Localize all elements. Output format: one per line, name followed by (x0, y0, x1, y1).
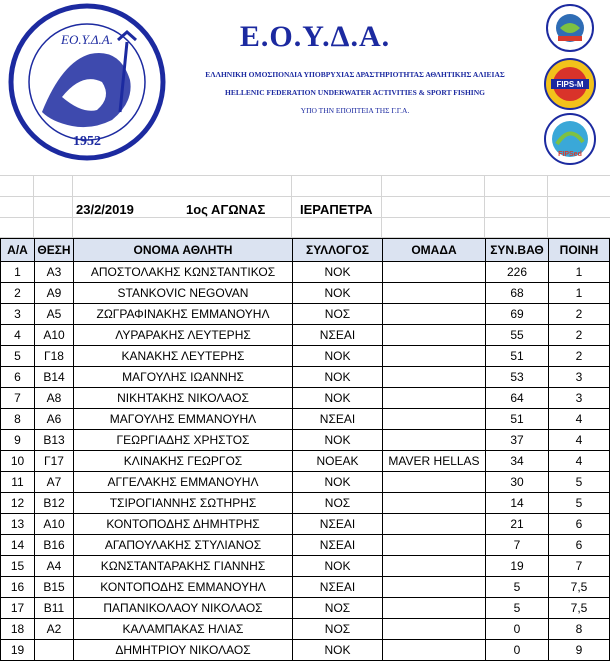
table-row (1, 262, 610, 283)
cell-total-score[interactable]: 55 (486, 325, 549, 346)
col-header-position[interactable]: ΘΕΣΗ (35, 239, 74, 262)
cell-athlete-name[interactable]: ΝΙΚΗΤΑΚΗΣ ΝΙΚΟΛΑΟΣ (74, 388, 293, 409)
cell-club[interactable]: ΝΣΕΑΙ (293, 535, 383, 556)
table-row (1, 577, 610, 598)
cell-position[interactable]: Β11 (35, 598, 74, 619)
cell-total-score[interactable]: 19 (486, 556, 549, 577)
cell-total-score[interactable]: 64 (486, 388, 549, 409)
col-header-club[interactable]: ΣΥΛΛΟΓΟΣ (293, 239, 383, 262)
col-header-athlete-name[interactable]: ΟΝΟΜΑ ΑΘΛΗΤΗ (74, 239, 293, 262)
cell-index[interactable]: 1 (1, 262, 35, 283)
cell-index[interactable]: 6 (1, 367, 35, 388)
cell-index[interactable]: 19 (1, 640, 35, 661)
cell-club[interactable]: ΝΟΣ (293, 304, 383, 325)
cell-penalty[interactable]: 1 (549, 262, 610, 283)
cell-team[interactable] (383, 577, 486, 598)
col-header-index[interactable]: Α/Α (1, 239, 35, 262)
cell-penalty[interactable]: 7 (549, 556, 610, 577)
cell-index[interactable]: 13 (1, 514, 35, 535)
cell-club[interactable]: ΝΟΚ (293, 556, 383, 577)
cell-index[interactable]: 8 (1, 409, 35, 430)
cell-athlete-name[interactable]: ΔΗΜΗΤΡΙΟΥ ΝΙΚΟΛΑΟΣ (74, 640, 293, 661)
federation-seal-logo (2, 2, 172, 162)
cell-athlete-name[interactable]: ΑΓΓΕΛΑΚΗΣ ΕΜΜΑΝΟΥΗΛ (74, 472, 293, 493)
table-row (1, 430, 610, 451)
cell-club[interactable]: ΝΟΣ (293, 619, 383, 640)
cell-team[interactable] (383, 430, 486, 451)
cell-penalty[interactable]: 2 (549, 346, 610, 367)
cell-penalty[interactable]: 5 (549, 472, 610, 493)
table-row (1, 619, 610, 640)
cell-position[interactable]: Β13 (35, 430, 74, 451)
cell-athlete-name[interactable]: ΚΑΝΑΚΗΣ ΛΕΥΤΕΡΗΣ (74, 346, 293, 367)
international-federation-badge (543, 3, 597, 53)
cell-team[interactable]: MAVER HELLAS (383, 451, 486, 472)
cell-club[interactable]: ΝΟΚ (293, 388, 383, 409)
cell-team[interactable] (383, 598, 486, 619)
cell-athlete-name[interactable]: ΜΑΓΟΥΛΗΣ ΕΜΜΑΝΟΥΗΛ (74, 409, 293, 430)
table-row (1, 409, 610, 430)
cell-penalty[interactable]: 4 (549, 430, 610, 451)
cell-athlete-name[interactable]: ΑΠΟΣΤΟΛΑΚΗΣ ΚΩΝΣΤΑΝΤΙΚΟΣ (74, 262, 293, 283)
cell-club[interactable]: ΝΟΚ (293, 472, 383, 493)
cell-position[interactable]: Α7 (35, 472, 74, 493)
cell-penalty[interactable]: 4 (549, 409, 610, 430)
cell-penalty[interactable]: 6 (549, 514, 610, 535)
cell-penalty[interactable]: 3 (549, 367, 610, 388)
cell-team[interactable] (383, 304, 486, 325)
cell-team[interactable] (383, 346, 486, 367)
cell-team[interactable] (383, 535, 486, 556)
cell-athlete-name[interactable]: ΤΣΙΡΟΓΙΑΝΝΗΣ ΣΩΤΗΡΗΣ (74, 493, 293, 514)
cell-position[interactable]: Α4 (35, 556, 74, 577)
fips-m-badge (543, 57, 597, 111)
cell-penalty[interactable]: 2 (549, 325, 610, 346)
cell-club[interactable]: ΝΟΚ (293, 640, 383, 661)
results-body (1, 262, 610, 661)
cell-position[interactable] (35, 640, 74, 661)
cell-team[interactable] (383, 262, 486, 283)
cell-athlete-name[interactable]: ΓΕΩΡΓΙΑΔΗΣ ΧΡΗΣΤΟΣ (74, 430, 293, 451)
federation-name-english: HELLENIC FEDERATION UNDERWATER ACTIVITIES & SPORT FISHING (225, 88, 485, 97)
table-row (1, 388, 610, 409)
cell-team[interactable] (383, 640, 486, 661)
supervision-note: ΥΠΟ ΤΗΝ ΕΠΟΠΤΕΙΑ ΤΗΣ Γ.Γ.Α. (300, 106, 410, 115)
cell-team[interactable] (383, 619, 486, 640)
cell-position[interactable]: Β16 (35, 535, 74, 556)
cell-position[interactable]: Α8 (35, 388, 74, 409)
cell-team[interactable] (383, 325, 486, 346)
cell-index[interactable]: 2 (1, 283, 35, 304)
cell-total-score[interactable]: 34 (486, 451, 549, 472)
cell-athlete-name[interactable]: STANKOVIC NEGOVAN (74, 283, 293, 304)
table-row (1, 598, 610, 619)
cell-penalty[interactable]: 5 (549, 493, 610, 514)
cell-total-score[interactable]: 21 (486, 514, 549, 535)
cell-penalty[interactable]: 6 (549, 535, 610, 556)
cell-index[interactable]: 14 (1, 535, 35, 556)
cell-club[interactable]: ΝΟΚ (293, 283, 383, 304)
cell-index[interactable]: 18 (1, 619, 35, 640)
cell-club[interactable]: ΝΣΕΑΙ (293, 577, 383, 598)
competition-date: 23/2/2019 (76, 202, 134, 217)
cell-club[interactable]: ΝΣΕΑΙ (293, 325, 383, 346)
table-row (1, 325, 610, 346)
cell-club[interactable]: ΝΣΕΑΙ (293, 409, 383, 430)
cell-club[interactable]: ΝΟΚ (293, 346, 383, 367)
cell-index[interactable]: 16 (1, 577, 35, 598)
cell-club[interactable]: ΝΟΕΑΚ (293, 451, 383, 472)
cell-position[interactable]: Α6 (35, 409, 74, 430)
cell-total-score[interactable]: 0 (486, 640, 549, 661)
table-row (1, 304, 610, 325)
cell-athlete-name[interactable]: ΚΩΝΣΤΑΝΤΑΡΑΚΗΣ ΓΙΑΝΝΗΣ (74, 556, 293, 577)
table-row (1, 493, 610, 514)
table-header-row (1, 239, 610, 262)
cell-athlete-name[interactable]: ΚΟΝΤΟΠΟΔΗΣ ΔΗΜΗΤΡΗΣ (74, 514, 293, 535)
cell-position[interactable]: Α9 (35, 283, 74, 304)
cell-position[interactable]: Β15 (35, 577, 74, 598)
fipsed-badge (543, 112, 597, 166)
cell-team[interactable] (383, 388, 486, 409)
table-row (1, 556, 610, 577)
cell-team[interactable] (383, 514, 486, 535)
cell-athlete-name[interactable]: ΚΟΝΤΟΠΟΔΗΣ ΕΜΜΑΝΟΥΗΛ (74, 577, 293, 598)
table-row (1, 346, 610, 367)
cell-index[interactable]: 10 (1, 451, 35, 472)
cell-team[interactable] (383, 556, 486, 577)
cell-total-score[interactable]: 51 (486, 409, 549, 430)
cell-total-score[interactable]: 5 (486, 598, 549, 619)
federation-header (0, 0, 610, 175)
cell-position[interactable]: Α5 (35, 304, 74, 325)
cell-total-score[interactable]: 0 (486, 619, 549, 640)
cell-athlete-name[interactable]: ΑΓΑΠΟΥΛΑΚΗΣ ΣΤΥΛΙΑΝΟΣ (74, 535, 293, 556)
cell-club[interactable]: ΝΟΚ (293, 430, 383, 451)
cell-index[interactable]: 7 (1, 388, 35, 409)
table-row (1, 283, 610, 304)
cell-athlete-name[interactable]: ΚΑΛΑΜΠΑΚΑΣ ΗΛΙΑΣ (74, 619, 293, 640)
cell-penalty[interactable]: 1 (549, 283, 610, 304)
federation-title: Ε.Ο.Υ.Δ.Α. (239, 20, 391, 53)
cell-total-score[interactable]: 5 (486, 577, 549, 598)
table-row (1, 640, 610, 661)
cell-team[interactable] (383, 409, 486, 430)
cell-index[interactable]: 17 (1, 598, 35, 619)
cell-total-score[interactable]: 37 (486, 430, 549, 451)
cell-total-score[interactable]: 68 (486, 283, 549, 304)
cell-club[interactable]: ΝΟΚ (293, 262, 383, 283)
cell-total-score[interactable]: 226 (486, 262, 549, 283)
cell-total-score[interactable]: 30 (486, 472, 549, 493)
results-table (0, 238, 610, 661)
seal-abbreviation: ΕΟ.Υ.Δ.Α. (61, 32, 113, 47)
cell-position[interactable]: Α3 (35, 262, 74, 283)
cell-penalty[interactable]: 7,5 (549, 598, 610, 619)
race-number: 1ος ΑΓΩΝΑΣ (186, 202, 266, 217)
cell-athlete-name[interactable]: ΖΩΓΡΑΦΙΝΑΚΗΣ ΕΜΜΑΝΟΥΗΛ (74, 304, 293, 325)
cell-athlete-name[interactable]: ΛΥΡΑΡΑΚΗΣ ΛΕΥΤΕΡΗΣ (74, 325, 293, 346)
cell-index[interactable]: 11 (1, 472, 35, 493)
cell-penalty[interactable]: 8 (549, 619, 610, 640)
cell-athlete-name[interactable]: ΜΑΓΟΥΛΗΣ ΙΩΑΝΝΗΣ (74, 367, 293, 388)
table-row (1, 451, 610, 472)
cell-total-score[interactable]: 69 (486, 304, 549, 325)
cell-position[interactable]: Α10 (35, 325, 74, 346)
cell-penalty[interactable]: 2 (549, 304, 610, 325)
cell-team[interactable] (383, 493, 486, 514)
table-row (1, 367, 610, 388)
cell-athlete-name[interactable]: ΠΑΠΑΝΙΚΟΛΑΟΥ ΝΙΚΟΛΑΟΣ (74, 598, 293, 619)
cell-club[interactable]: ΝΣΕΑΙ (293, 514, 383, 535)
col-header-penalty[interactable]: ΠΟΙΝΗ (549, 239, 610, 262)
cell-index[interactable]: 3 (1, 304, 35, 325)
cell-total-score[interactable]: 53 (486, 367, 549, 388)
cell-team[interactable] (383, 283, 486, 304)
cell-position[interactable]: Γ17 (35, 451, 74, 472)
cell-penalty[interactable]: 3 (549, 388, 610, 409)
cell-team[interactable] (383, 367, 486, 388)
cell-club[interactable]: ΝΟΣ (293, 598, 383, 619)
cell-index[interactable]: 9 (1, 430, 35, 451)
cell-total-score[interactable]: 7 (486, 535, 549, 556)
cell-index[interactable]: 5 (1, 346, 35, 367)
cell-penalty[interactable]: 9 (549, 640, 610, 661)
cell-club[interactable]: ΝΟΚ (293, 367, 383, 388)
cell-total-score[interactable]: 14 (486, 493, 549, 514)
cell-position[interactable]: Γ18 (35, 346, 74, 367)
col-header-total-score[interactable]: ΣΥΝ.ΒΑΘ (486, 239, 549, 262)
table-row (1, 472, 610, 493)
federation-name-greek: ΕΛΛΗΝΙΚΗ ΟΜΟΣΠΟΝΔΙΑ ΥΠΟΒΡΥΧΙΑΣ ΔΡΑΣΤΗΡΙΟΤΗΤΑΣ ΑΘΛΗΤΙΚΗΣ ΑΛΙΕΙΑΣ (205, 70, 505, 79)
cell-index[interactable]: 15 (1, 556, 35, 577)
cell-position[interactable]: Β14 (35, 367, 74, 388)
fips-m-text: FIPS-M (556, 80, 584, 89)
cell-position[interactable]: Α2 (35, 619, 74, 640)
cell-position[interactable]: Β12 (35, 493, 74, 514)
cell-team[interactable] (383, 472, 486, 493)
table-row (1, 514, 610, 535)
cell-position[interactable]: Α10 (35, 514, 74, 535)
cell-athlete-name[interactable]: ΚΛΙΝΑΚΗΣ ΓΕΩΡΓΟΣ (74, 451, 293, 472)
cell-penalty[interactable]: 7,5 (549, 577, 610, 598)
cell-index[interactable]: 4 (1, 325, 35, 346)
fipsed-text: FIPSed (558, 151, 582, 158)
cell-club[interactable]: ΝΟΣ (293, 493, 383, 514)
cell-penalty[interactable]: 4 (549, 451, 610, 472)
race-location: ΙΕΡΑΠΕΤΡΑ (300, 202, 373, 217)
seal-year: 1952 (73, 134, 101, 149)
col-header-team[interactable]: ΟΜΑΔΑ (383, 239, 486, 262)
cell-index[interactable]: 12 (1, 493, 35, 514)
cell-total-score[interactable]: 51 (486, 346, 549, 367)
table-row (1, 535, 610, 556)
